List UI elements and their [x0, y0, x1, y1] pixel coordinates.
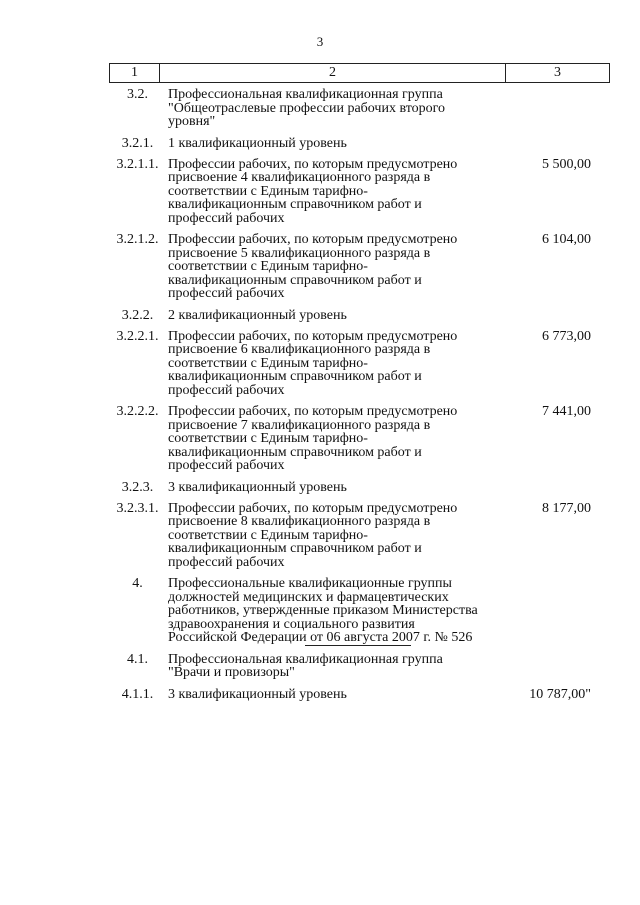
row-text: Профессиональная квалификационная группа "Общеотраслевые профессии рабочих второго уровня" — [168, 87, 446, 129]
row-number: 4. — [132, 576, 143, 591]
row-number: 3.2.1.1. — [116, 156, 159, 172]
table-row — [109, 233, 609, 301]
row-text: Профессии рабочих, по которым предусмотрено присвоение 4 квалификационного разряда в соответствии с Единым тарифно-квалификационным справочником работ и профессий рабочих — [168, 156, 458, 226]
table-row — [109, 330, 609, 398]
table-body — [109, 88, 609, 702]
row-value: 6 104,00 — [542, 232, 591, 247]
row-number: 3.2.2.2. — [116, 404, 159, 419]
row-text: Профессии рабочих, по которым предусмотрено присвоение 5 квалификационного разряда в соответствии с Единым тарифно-квалификационным справочником работ и профессий рабочих — [168, 232, 458, 301]
row-number: 4.1. — [127, 651, 148, 667]
row-text: 1 квалификационный уровень — [168, 135, 347, 151]
row-number: 3.2.2. — [121, 307, 154, 323]
table-row — [109, 577, 609, 645]
table-row — [109, 137, 609, 151]
table-row — [109, 309, 609, 323]
table-row — [109, 88, 609, 129]
row-value: 7 441,00 — [542, 404, 591, 419]
row-number: 3.2.3. — [121, 479, 154, 495]
row-text: 3 квалификационный уровень — [168, 686, 347, 702]
table-row — [109, 481, 609, 495]
row-number: 3.2.2.1. — [116, 328, 159, 344]
row-number: 3.2.1.2. — [116, 232, 159, 247]
row-number: 3.2.3.1. — [116, 500, 159, 516]
row-number: 3.2. — [127, 87, 148, 102]
row-number: 4.1.1. — [121, 686, 154, 702]
table-header — [109, 63, 610, 83]
row-value: 8 177,00 — [542, 500, 591, 516]
table-row — [109, 405, 609, 473]
row-number: 3.2.1. — [121, 135, 154, 151]
table-row — [109, 502, 609, 570]
row-text: Профессиональные квалификационные группы должностей медицинских и фармацевтических работников, утвержденные приказом Министерства здравоохранения и социального развития Российской Федерации от 06 августа 2007 г. № 526 — [168, 576, 478, 645]
table-row — [109, 653, 609, 680]
table-row — [109, 688, 609, 702]
end-separator-line — [305, 645, 411, 646]
row-value: 10 787,00" — [529, 686, 591, 702]
row-text: 3 квалификационный уровень — [168, 479, 347, 495]
row-value: 6 773,00 — [542, 328, 591, 344]
row-text: Профессиональная квалификационная группа "Врачи и провизоры" — [168, 651, 443, 680]
page-number: 3 — [316, 34, 324, 49]
column-header-1: 1 — [110, 64, 160, 83]
row-text: 2 квалификационный уровень — [168, 307, 347, 323]
table-row — [109, 158, 609, 226]
row-value: 5 500,00 — [542, 156, 591, 172]
row-text: Профессии рабочих, по которым предусмотрено присвоение 6 квалификационного разряда в соответствии с Единым тарифно-квалификационным справочником работ и профессий рабочих — [168, 328, 458, 398]
column-header-3: 3 — [506, 64, 610, 83]
row-text: Профессии рабочих, по которым предусмотрено присвоение 7 квалификационного разряда в соответствии с Единым тарифно-квалификационным справочником работ и профессий рабочих — [168, 404, 458, 473]
row-text: Профессии рабочих, по которым предусмотрено присвоение 8 квалификационного разряда в соответствии с Единым тарифно-квалификационным справочником работ и профессий рабочих — [168, 500, 458, 570]
column-header-2: 2 — [160, 64, 506, 83]
